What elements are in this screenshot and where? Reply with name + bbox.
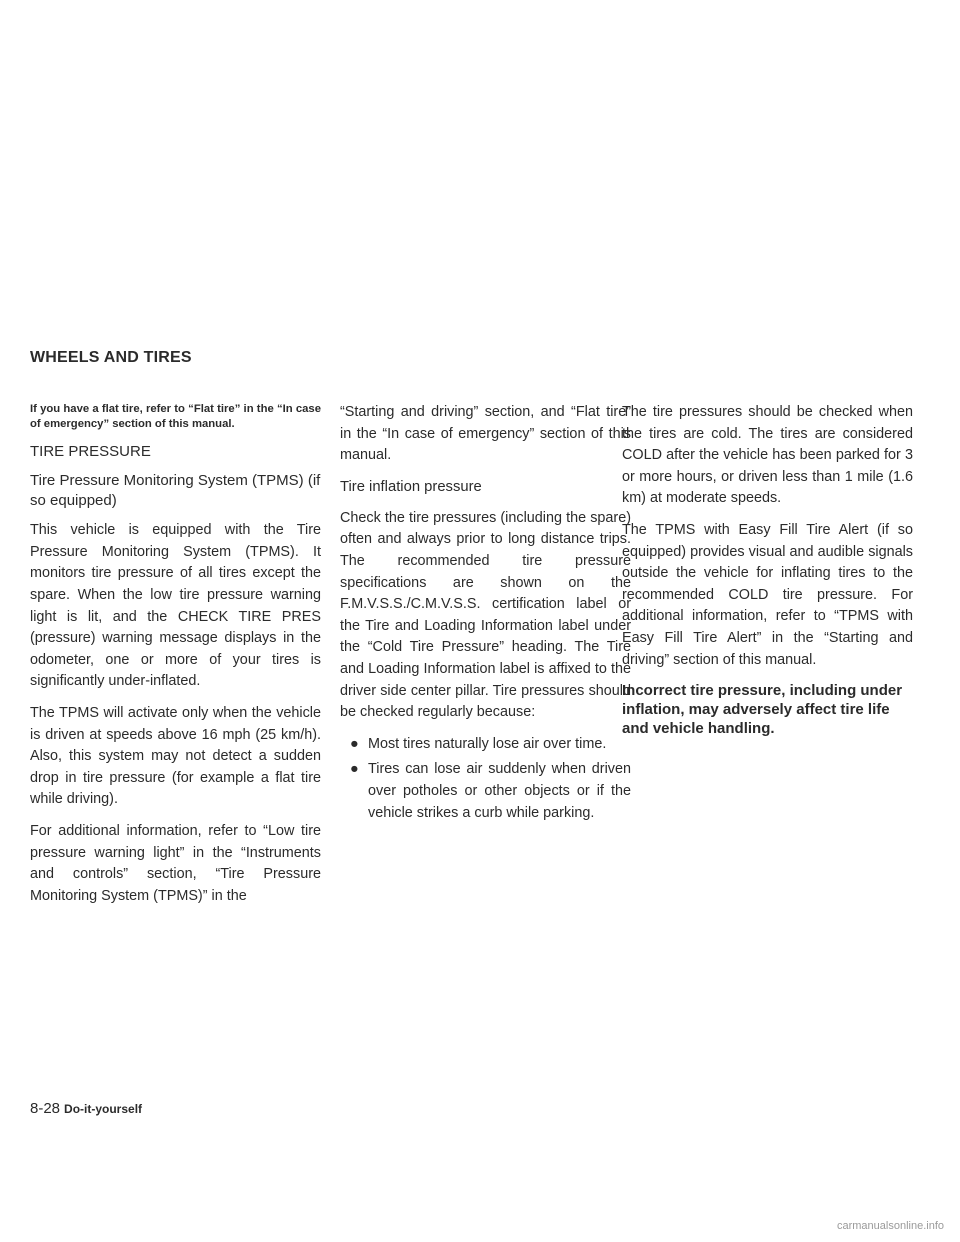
list-item	[340, 734, 631, 756]
easy-fill-paragraph: The TPMS with Easy Fill Tire Alert (if so equipped) provides visual and audible signals outside the vehicle for inflating tires to the recommended COLD tire pressure. For additional information, refer to “TPMS with Easy Fill Tire Alert” in the “Starting and driving” section of this manual.	[622, 521, 913, 668]
section-header: WHEELS AND TIRES	[30, 349, 192, 366]
cold-check-paragraph: The tire pressures should be checked when the tires are cold. The tires are considered COLD after the vehicle has been parked for 3 or more hours, or driven less than 1 mile (1.6 km) at moderate speeds.	[622, 404, 913, 507]
list-item	[340, 759, 631, 824]
column-1	[30, 402, 321, 917]
tpms-subheading: Tire Pressure Monitoring System (TPMS) (if so equipped)	[30, 472, 321, 510]
list-item-text: Tires can lose air suddenly when driven over potholes or other objects or if the vehicle strikes a curb while parking.	[368, 761, 631, 821]
tpms-paragraph-1: This vehicle is equipped with the Tire Pressure Monitoring System (TPMS). It monitors tire pressure of all tires except the spare. When the low tire pressure warning light is lit, and the CHECK TIRE PRES (pressure) warning message displays in the odometer, one or more of your tires is significantly under-inflated.	[30, 522, 321, 690]
page-number: 8-28	[30, 1100, 61, 1117]
column-3	[622, 402, 913, 748]
page-footer	[30, 1100, 142, 1117]
tire-pressure-heading: TIRE PRESSURE	[30, 443, 151, 461]
reasons-list	[340, 734, 631, 824]
chapter-title: Do-it-yourself	[64, 1102, 143, 1116]
continued-paragraph: “Starting and driving” section, and “Flat tire” in the “In case of emergency” section of this manual.	[340, 404, 631, 464]
pressure-warning: Incorrect tire pressure, including under inflation, may adversely affect tire life and vehicle handling.	[622, 682, 903, 738]
column-2	[340, 402, 631, 828]
inflation-paragraph: Check the tire pressures (including the spare) often and always prior to long distance trips. The recommended tire pressure specifications are shown on the F.M.V.S.S./C.M.V.S.S. certification label or the Tire and Loading Information label under the “Cold Tire Pressure” heading. The Tire and Loading Information label is affixed to the driver side center pillar. Tire pressures should be checked regularly because:	[340, 509, 631, 721]
tpms-paragraph-3: For additional information, refer to “Low tire pressure warning light” in the “Instruments and controls” section, “Tire Pressure Monitoring System (TPMS)” in the	[30, 822, 321, 904]
watermark-link[interactable]: carmanualsonline.info	[836, 1220, 944, 1232]
tpms-paragraph-2: The TPMS will activate only when the vehicle is driven at speeds above 16 mph (25 km/h). Also, this system may not detect a sudden drop in tire pressure (for example a flat tire while driving).	[30, 704, 321, 808]
list-item-text: Most tires naturally lose air over time.	[368, 735, 607, 752]
bullet-icon: ●	[350, 735, 359, 752]
flat-tire-note: If you have a flat tire, refer to “Flat tire” in the “In case of emergency” section of this manual.	[30, 403, 321, 430]
inflation-pressure-heading: Tire inflation pressure	[340, 478, 482, 495]
bullet-icon: ●	[350, 761, 359, 778]
